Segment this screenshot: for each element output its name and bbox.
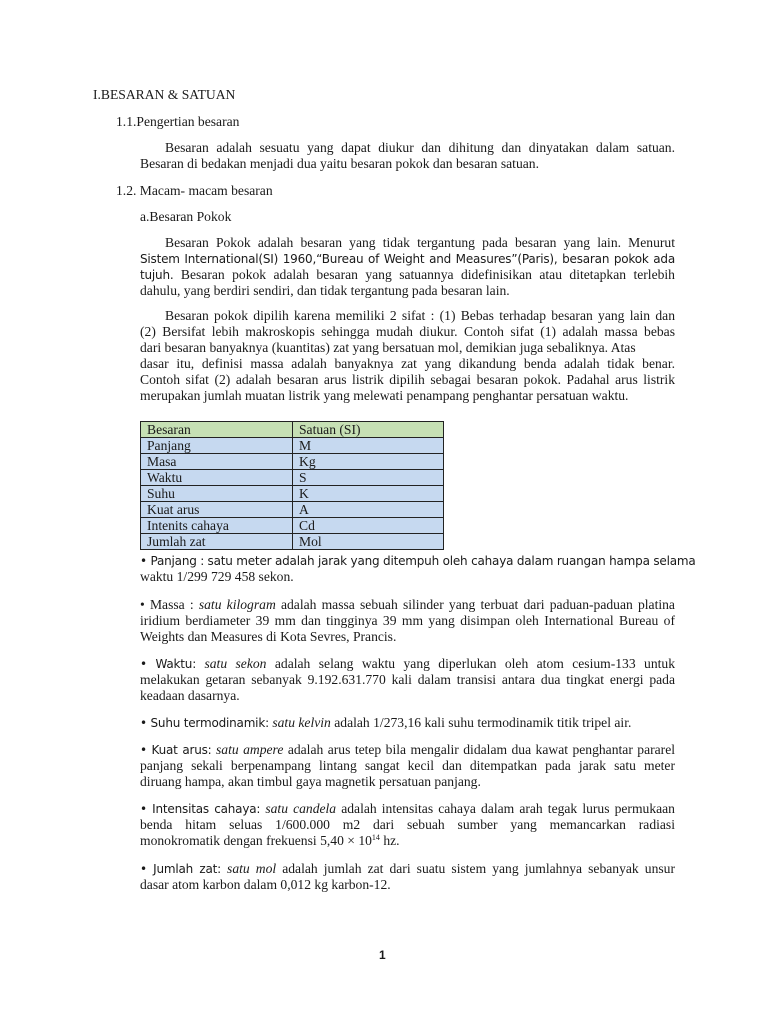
table-cell: Suhu xyxy=(141,486,293,502)
table-cell: Panjang xyxy=(141,438,293,454)
table-cell: Waktu xyxy=(141,470,293,486)
text-line: (2) Bersifat lebih makroskopis sehingga mudah diukur. Contoh sifat (1) adalah massa bebas xyxy=(140,324,675,339)
bullet-label: • Waktu: xyxy=(140,657,197,671)
text-line: Sistem International(SI) 1960,“Bureau of Weight and Measures”(Paris), besaran pokok ada xyxy=(140,252,675,266)
bullet-label: • Massa : xyxy=(140,597,194,612)
text-line xyxy=(140,597,675,613)
text-fragment: adalah 1/273,16 kali suhu termodinamik titik tripel air. xyxy=(334,715,632,730)
bullet-intensitas-cahaya xyxy=(140,801,675,849)
bullet-label: • Suhu termodinamik: xyxy=(140,716,269,730)
text-line: Besaran di bedakan menjadi dua yaitu besaran pokok dan besaran satuan. xyxy=(140,156,539,171)
text-line: diruang hampa, akan timbul gaya magnetik persatuan panjang. xyxy=(140,774,481,789)
text-line xyxy=(140,656,675,672)
table-row xyxy=(141,454,444,470)
text-line: dasar itu, definisi massa adalah banyaknya zat yang dikandung benda adalah tidak benar. xyxy=(140,356,675,371)
text-fragment: adalah arus tetep bila mengalir didalam dua kawat penghantar pararel xyxy=(287,742,676,757)
table-row xyxy=(141,518,444,534)
text-fragment: adalah selang waktu yang diperlukan oleh atom cesium-133 untuk xyxy=(274,656,675,671)
text-fragment: hz. xyxy=(379,833,400,848)
text-fragment: monokromatik dengan frekuensi 5,40 × 10 xyxy=(140,833,372,848)
table-cell: Jumlah zat xyxy=(141,534,293,550)
header-besaran: Besaran xyxy=(141,422,293,438)
page-number: 1 xyxy=(379,948,386,962)
table-cell: Kuat arus xyxy=(141,502,293,518)
table-cell: K xyxy=(293,486,444,502)
text-line xyxy=(140,861,675,877)
unit-name: satu kelvin xyxy=(272,715,331,730)
paragraph-besaran-pokok xyxy=(140,235,675,299)
chapter-heading: I.BESARAN & SATUAN xyxy=(93,87,236,102)
text-line: Besaran adalah sesuatu yang dapat diukur dan dihitung dan dinyatakan dalam satuan. xyxy=(165,140,675,155)
table-row xyxy=(141,486,444,502)
text-line: melakukan getaran sebanyak 9.192.631.770 kali dalam transisi antara dua tingkat energi pada xyxy=(140,672,675,687)
text-line: Besaran Pokok adalah besaran yang tidak tergantung pada besaran yang lain. Menurut xyxy=(165,235,675,250)
bullet-suhu xyxy=(140,715,631,731)
table-cell: Masa xyxy=(141,454,293,470)
bullet-panjang xyxy=(140,553,696,585)
unit-name: satu candela xyxy=(265,801,337,816)
text-fragment: adalah intensitas cahaya dalam arah tegak lurus permukaan xyxy=(341,801,675,816)
exponent: 14 xyxy=(371,833,380,842)
table-cell: Cd xyxy=(293,518,444,534)
text-line xyxy=(140,833,675,849)
text-line: iridium berdiameter 39 mm dan tingginya 39 mm yang disimpan oleh International Bureau of xyxy=(140,613,675,628)
text-line xyxy=(140,742,675,758)
section-1-2-heading: 1.2. Macam- macam besaran xyxy=(116,183,273,198)
bullet-kuat-arus xyxy=(140,742,675,790)
text-fragment: adalah jumlah zat dari suatu sistem yang jumlahnya sebanyak unsur xyxy=(282,861,675,876)
text-line: keadaan dasarnya. xyxy=(140,688,240,703)
table-row xyxy=(141,534,444,550)
si-units-table xyxy=(140,421,444,550)
subsection-a-heading: a.Besaran Pokok xyxy=(140,209,232,224)
text-fragment: Besaran pokok adalah besaran yang satuannya didefinisikan atau ditetapkan terlebih xyxy=(180,267,675,282)
paragraph-sifat xyxy=(140,308,675,404)
table-header-row xyxy=(141,422,444,438)
text-line xyxy=(140,267,675,283)
table-cell: A xyxy=(293,502,444,518)
bullet-massa xyxy=(140,597,675,645)
bullet-waktu xyxy=(140,656,675,704)
unit-name: satu sekon xyxy=(204,656,267,671)
text-line: benda hitam seluas 1/600.000 m2 dari sebuah sumber yang memancarkan radiasi xyxy=(140,817,675,832)
table-cell: S xyxy=(293,470,444,486)
text-line: dari besaran banyaknya (kuantitas) zat yang bersatuan mol, demikian juga sebaliknya. Atas xyxy=(140,340,636,355)
text-fragment: tujuh. xyxy=(140,268,174,282)
table-cell: M xyxy=(293,438,444,454)
text-fragment: satu meter adalah jarak yang ditempuh oleh cahaya dalam ruangan hampa selama xyxy=(207,554,696,568)
text-line xyxy=(140,553,696,569)
table-row xyxy=(141,438,444,454)
bullet-label: • Kuat arus: xyxy=(140,743,212,757)
unit-name: satu kilogram xyxy=(198,597,276,612)
text-fragment: adalah massa sebuah silinder yang terbuat dari paduan-paduan platina xyxy=(280,597,675,612)
unit-name: satu mol xyxy=(227,861,277,876)
text-line xyxy=(140,801,675,817)
bullet-label: • Intensitas cahaya: xyxy=(140,802,261,816)
text-line: waktu 1/299 729 458 sekon. xyxy=(140,569,294,584)
header-satuan: Satuan (SI) xyxy=(293,422,444,438)
table-cell: Kg xyxy=(293,454,444,470)
text-line: dahulu, yang berdiri sendiri, dan tidak tergantung pada besaran lain. xyxy=(140,283,510,298)
text-line: Besaran pokok dipilih karena memiliki 2 sifat : (1) Bebas terhadap besaran yang lain dan xyxy=(165,308,675,323)
bullet-label: • Jumlah zat: xyxy=(140,862,221,876)
text-line: dasar atom karbon dalam 0,012 kg karbon-12. xyxy=(140,877,391,892)
bullet-label: • Panjang : xyxy=(140,554,205,568)
table-row xyxy=(141,502,444,518)
bullet-jumlah-zat xyxy=(140,861,675,893)
text-line: merupakan jumlah muatan listrik yang melewati penampang penghantar persatuan waktu. xyxy=(140,388,629,403)
table-cell: Intenits cahaya xyxy=(141,518,293,534)
text-line: Contoh sifat (2) adalah besaran arus listrik dipilih sebagai besaran pokok. Padahal arus listrik xyxy=(140,372,675,387)
text-line: panjang sekali berpenampang lintang sangat kecil dan ditempatkan pada jarak satu meter xyxy=(140,758,675,773)
unit-name: satu ampere xyxy=(215,742,284,757)
text-line: Weights dan Measures di Kota Sevres, Prancis. xyxy=(140,629,397,644)
paragraph-definition xyxy=(140,140,675,172)
section-1-1-heading: 1.1.Pengertian besaran xyxy=(116,114,240,129)
table-cell: Mol xyxy=(293,534,444,550)
table-row xyxy=(141,470,444,486)
